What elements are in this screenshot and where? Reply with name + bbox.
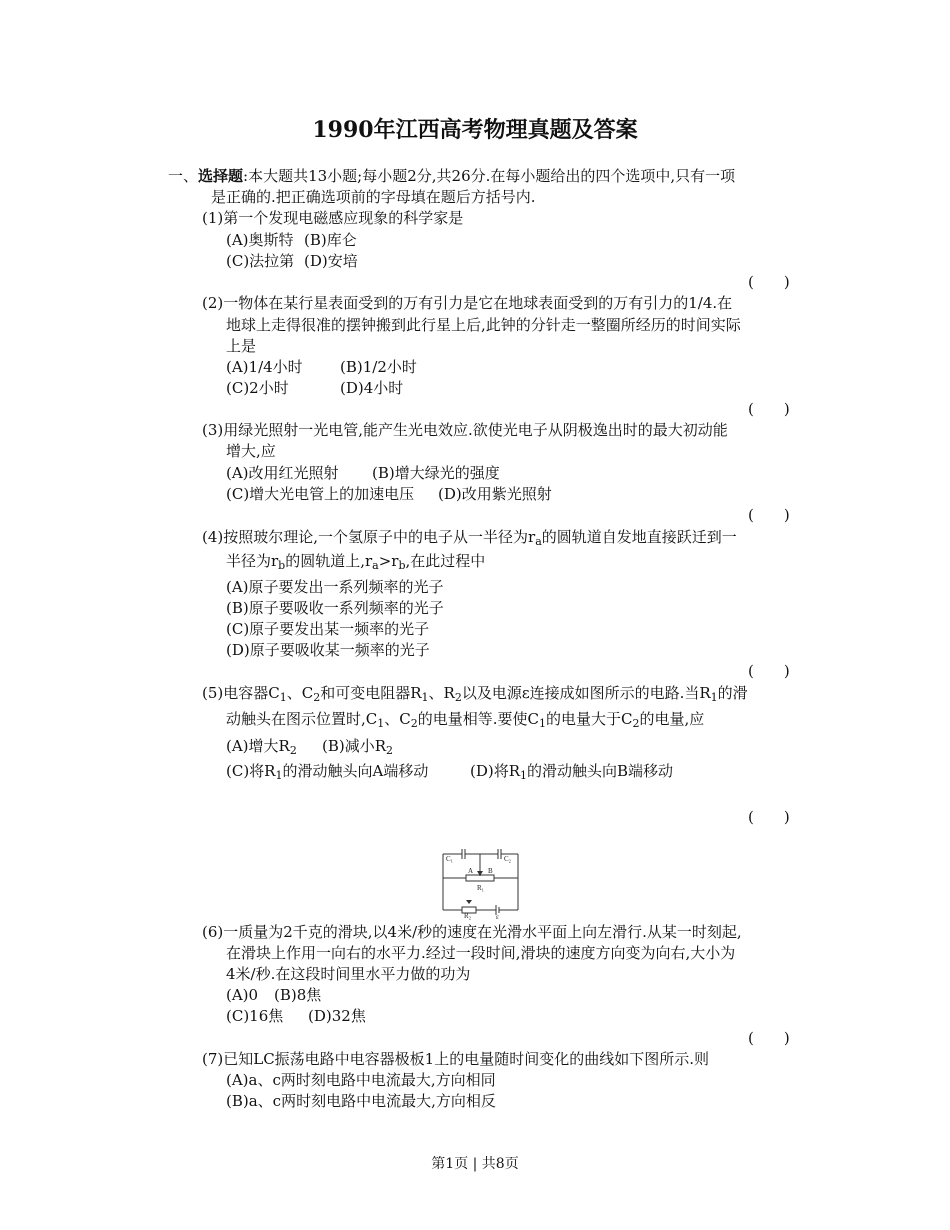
q3-stem-line1: (3)用绿光照射一光电管,能产生光电效应.欲使光电子从阴极逸出时的最大初动能 [202, 421, 728, 439]
q5-stem-text: 、C [384, 710, 411, 728]
q5-stem-text: 和可变电阻器R [320, 684, 422, 702]
q4-option-a: (A)原子要发出一系列频率的光子 [226, 578, 444, 596]
q4-stem-line2 [226, 551, 485, 571]
q5-subscript: 2 [410, 717, 418, 730]
q4-stem-text: ,在此过程中 [405, 552, 486, 570]
q5-subscript: 1 [520, 769, 528, 782]
fig-label-c1: C₁ [446, 855, 454, 863]
fig-label-epsilon: ε [496, 913, 499, 920]
q5-option-c [226, 761, 428, 781]
q5-stem-text: 的电量相等.要使C [417, 710, 539, 728]
q6-stem-line3: 4米/秒.在这段时间里水平力做的功为 [226, 965, 471, 983]
q1-option-d: (D)安培 [304, 252, 358, 270]
q5-option-text: 的滑动触头向A端移动 [282, 762, 429, 780]
q1-answer-bracket: ( ) [748, 273, 790, 291]
q2-stem-line2: 地球上走得很准的摆钟搬到此行星上后,此钟的分针走一整圈所经历的时间实际 [226, 316, 741, 334]
q2-option-d: (D)4小时 [340, 379, 404, 397]
q5-stem-text: (5)电容器C [202, 684, 280, 702]
q2-option-a: (A)1/4小时 [226, 358, 303, 376]
q4-subscript: b [398, 559, 406, 572]
q6-option-c: (C)16焦 [226, 1007, 284, 1025]
q5-subscript: 2 [632, 717, 640, 730]
q6-option-b: (B)8焦 [274, 986, 322, 1004]
q2-answer-bracket: ( ) [748, 400, 790, 418]
q4-stem-text: 半径为r [226, 552, 279, 570]
q5-subscript: 1 [275, 769, 283, 782]
q3-option-a: (A)改用红光照射 [226, 464, 339, 482]
q5-option-text: 的滑动触头向B端移动 [527, 762, 674, 780]
q5-stem-text: 的滑 [717, 684, 748, 702]
q6-answer-bracket: ( ) [748, 1029, 790, 1047]
q4-subscript: a [372, 559, 379, 572]
q5-option-text: (B)减小R [322, 737, 387, 755]
q3-stem-line2: 增大,应 [226, 442, 276, 460]
q5-stem-text: 以及电源ε连接成如图所示的电路.当R [461, 684, 711, 702]
page-title: 1990年江西高考物理真题及答案 [312, 117, 638, 143]
q1-option-b: (B)库仑 [304, 231, 357, 249]
q2-option-b: (B)1/2小时 [340, 358, 417, 376]
q5-subscript: 2 [313, 691, 321, 704]
q4-stem-text: >r [378, 552, 399, 570]
section-intro [168, 166, 735, 186]
q6-option-a: (A)0 [226, 986, 259, 1004]
q2-stem-line3: 上是 [226, 337, 257, 355]
q5-subscript: 2 [289, 744, 297, 757]
q5-option-a [226, 736, 297, 756]
q4-stem-line1 [202, 527, 737, 547]
q5-subscript: 1 [377, 717, 385, 730]
q5-answer-bracket: ( ) [748, 808, 790, 826]
q3-answer-bracket: ( ) [748, 506, 790, 524]
q5-option-text: (C)将R [226, 762, 276, 780]
q4-subscript: b [278, 559, 286, 572]
q7-option-b: (B)a、c两时刻电路中电流最大,方向相反 [226, 1092, 496, 1110]
page-footer: 第1页 | 共8页 [431, 1156, 519, 1172]
section-number: 一、 [168, 167, 199, 185]
q5-stem-line2 [226, 709, 704, 729]
q4-stem-text: 的圆轨道自发地直接跃迁到一 [541, 528, 737, 546]
fig-label-b: B [488, 867, 493, 875]
q4-option-b: (B)原子要吸收一系列频率的光子 [226, 599, 444, 617]
fig-label-a: A [468, 867, 474, 875]
q6-stem-line1: (6)一质量为2千克的滑块,以4米/秒的速度在光滑水平面上向左滑行.从某一时刻起, [202, 923, 742, 941]
q5-stem-line1 [202, 683, 748, 703]
section-intro-line1: :本大题共13小题;每小题2分,共26分.在每小题给出的四个选项中,只有一项 [243, 167, 736, 185]
q5-subscript: 2 [386, 744, 394, 757]
q5-stem-text: 、R [428, 684, 455, 702]
q5-stem-text: 的电量,应 [639, 710, 705, 728]
q1-option-a: (A)奥斯特 [226, 231, 294, 249]
section-intro-line2: 是正确的.把正确选项前的字母填在题后方括号内. [211, 188, 536, 206]
q5-subscript: 1 [538, 717, 546, 730]
q4-stem-text: 的圆轨道上,r [285, 552, 373, 570]
q5-option-d [470, 761, 673, 781]
q7-option-a: (A)a、c两时刻电路中电流最大,方向相同 [226, 1071, 496, 1089]
fig-label-r1: R₁ [477, 884, 485, 892]
q5-stem-text: 、C [286, 684, 314, 702]
q5-stem-text: 动触头在图示位置时,C [226, 710, 378, 728]
section-heading: 选择题 [198, 167, 244, 185]
slider-arrow-icon [466, 900, 472, 904]
q3-option-d: (D)改用紫光照射 [438, 485, 552, 503]
q1-option-c: (C)法拉第 [226, 252, 295, 270]
q4-stem-text: (4)按照玻尔理论,一个氢原子中的电子从一半径为r [202, 528, 536, 546]
q5-subscript: 1 [279, 691, 287, 704]
q5-subscript: 2 [454, 691, 462, 704]
q2-option-c: (C)2小时 [226, 379, 289, 397]
q5-stem-text: 的电量大于C [545, 710, 633, 728]
q6-option-d: (D)32焦 [308, 1007, 366, 1025]
q5-circuit-diagram [440, 848, 522, 920]
q7-stem: (7)已知LC振荡电路中电容器极板1上的电量随时间变化的曲线如下图所示.则 [202, 1050, 710, 1068]
q5-subscript: 1 [710, 691, 718, 704]
q5-option-text: (A)增大R [226, 737, 290, 755]
q4-option-d: (D)原子要吸收某一频率的光子 [226, 641, 430, 659]
q5-option-b [322, 736, 393, 756]
q3-option-b: (B)增大绿光的强度 [372, 464, 500, 482]
fig-label-c2: C₂ [504, 855, 512, 863]
q3-option-c: (C)增大光电管上的加速电压 [226, 485, 415, 503]
q5-subscript: 1 [421, 691, 429, 704]
q1-stem: (1)第一个发现电磁感应现象的科学家是 [202, 209, 464, 227]
fig-label-r2: R₂ [464, 912, 472, 920]
q4-answer-bracket: ( ) [748, 662, 790, 680]
q5-option-text: (D)将R [470, 762, 521, 780]
q6-stem-line2: 在滑块上作用一向右的水平力.经过一段时间,滑块的速度方向变为向右,大小为 [226, 944, 736, 962]
q4-subscript: a [535, 535, 542, 548]
q2-stem-line1: (2)一物体在某行星表面受到的万有引力是它在地球表面受到的万有引力的1/4.在 [202, 294, 733, 312]
q4-option-c: (C)原子要发出某一频率的光子 [226, 620, 430, 638]
